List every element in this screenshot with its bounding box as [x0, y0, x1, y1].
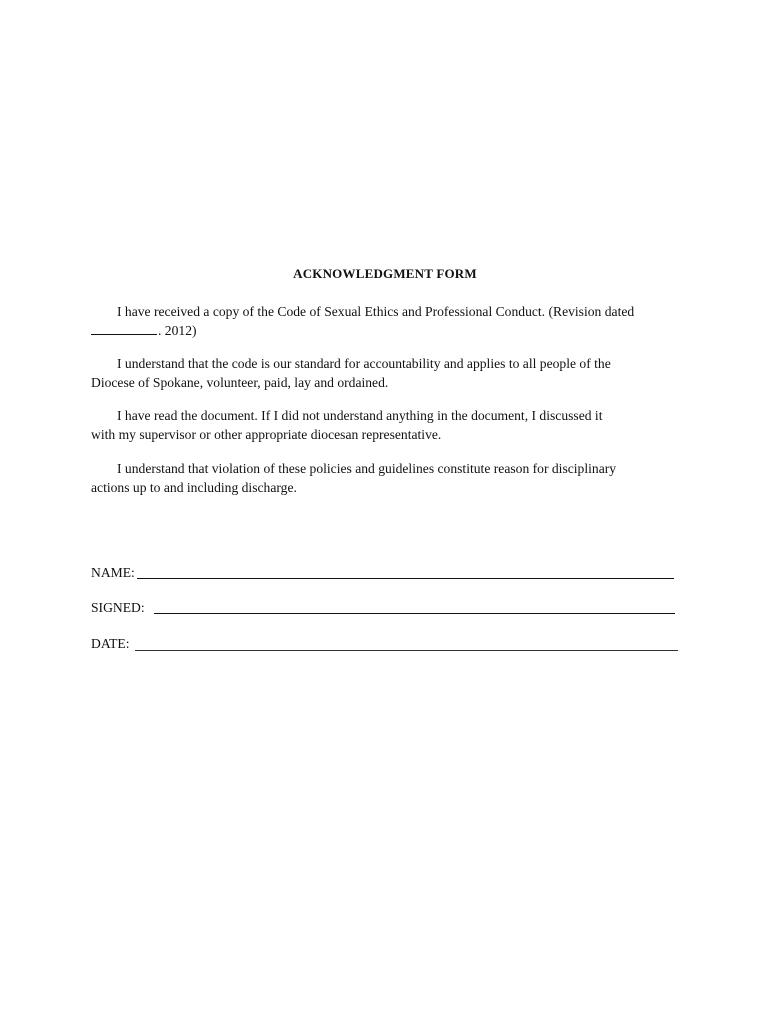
paragraph-code-standard [91, 354, 683, 392]
paragraph-line: I understand that violation of these policies and guidelines constitute reason for disciplinary [117, 461, 617, 476]
paragraph-received-copy [91, 302, 683, 340]
paragraph-line: I have received a copy of the Code of Sexual Ethics and Professional Conduct. (Revision dated [117, 304, 635, 319]
paragraph-line: actions up to and including discharge. [91, 480, 297, 495]
name-field [91, 563, 681, 582]
name-label: NAME: [91, 565, 135, 580]
form-title: ACKNOWLEDGMENT FORM [293, 266, 477, 281]
revision-date-blank[interactable] [91, 333, 157, 335]
paragraph-line: I have read the document. If I did not understand anything in the document, I discussed it [117, 408, 603, 423]
paragraph-line: Diocese of Spokane, volunteer, paid, lay and ordained. [91, 375, 389, 390]
paragraph-read-document [91, 406, 683, 444]
name-signature-line[interactable] [137, 578, 674, 579]
paragraph-line-tail: . 2012) [158, 323, 197, 338]
date-label: DATE: [91, 636, 130, 651]
paragraph-line [91, 321, 683, 340]
signed-field [91, 598, 681, 617]
date-field [91, 634, 683, 653]
signed-signature-line[interactable] [154, 613, 675, 614]
paragraph-line: with my supervisor or other appropriate diocesan representative. [91, 427, 442, 442]
paragraph-line: I understand that the code is our standard for accountability and applies to all people of the [117, 356, 611, 371]
paragraph-violation [91, 459, 683, 497]
signed-label: SIGNED: [91, 600, 145, 615]
date-entry-line[interactable] [135, 650, 678, 651]
